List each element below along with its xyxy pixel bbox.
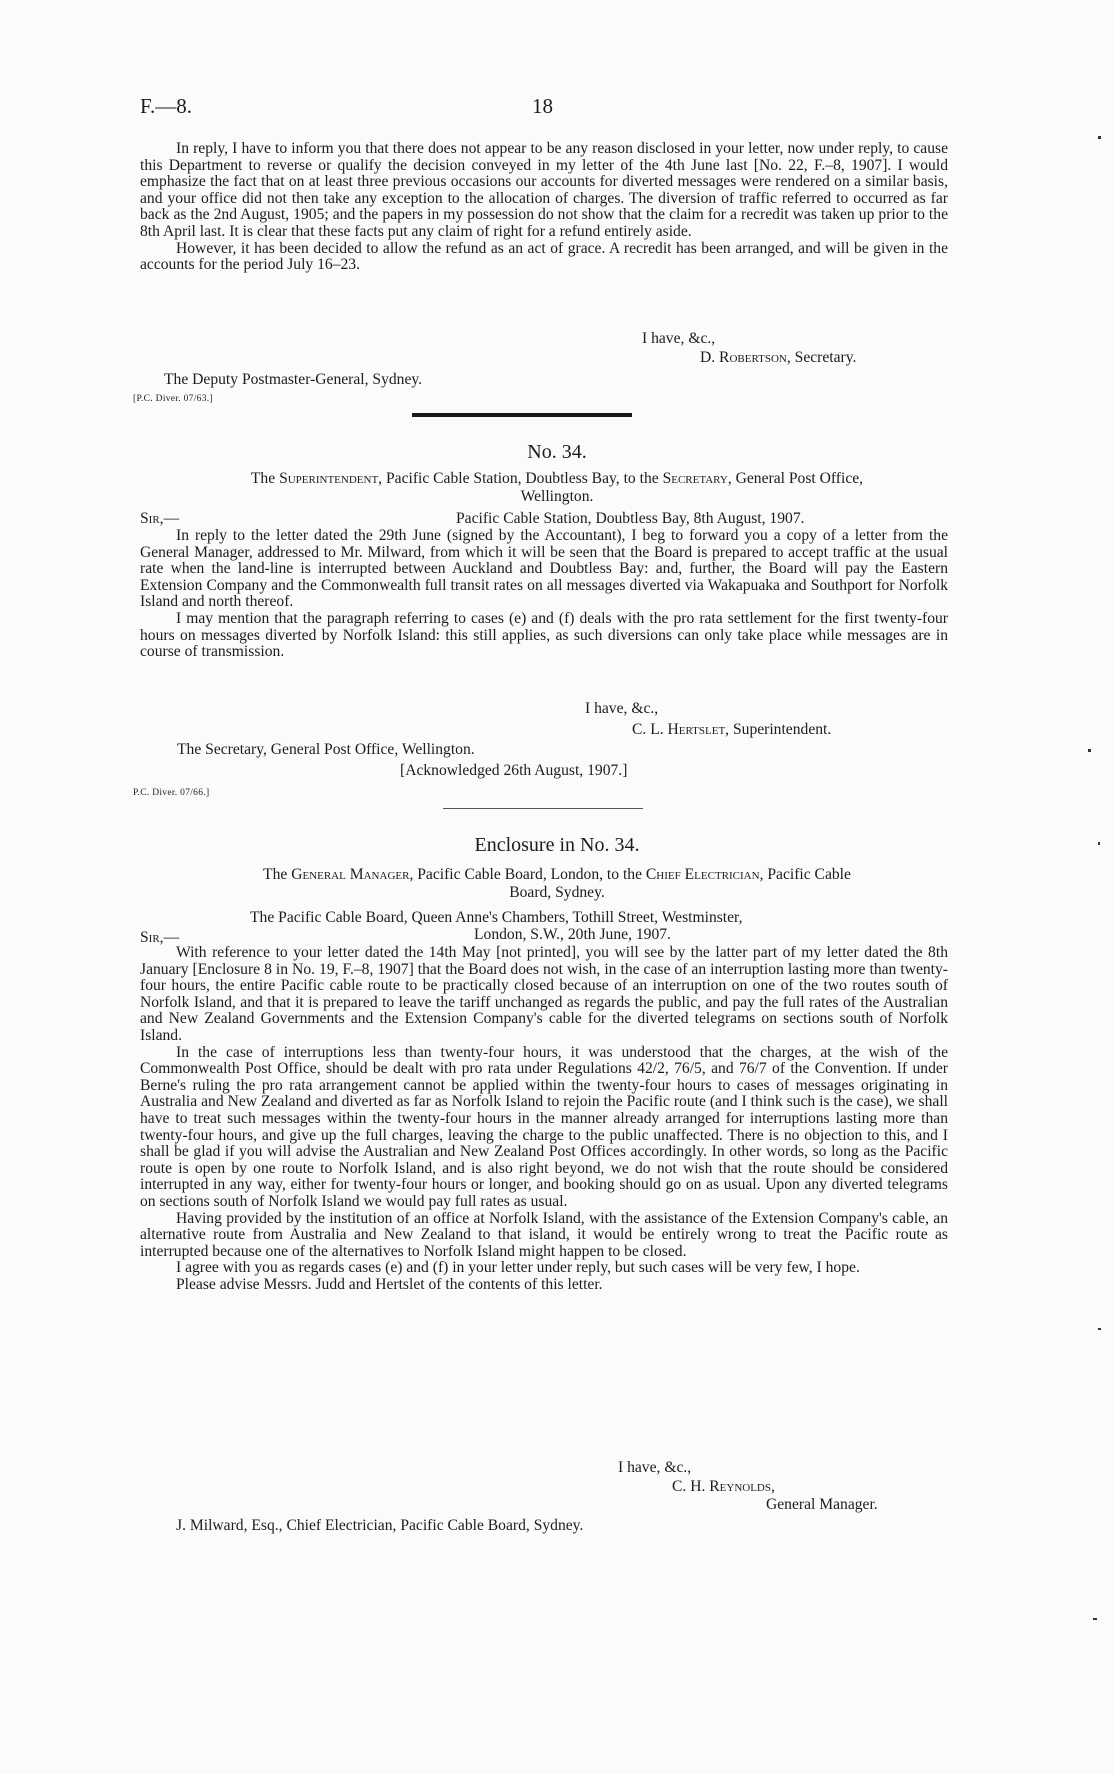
margin-speck: [1093, 1618, 1097, 1620]
no34-salutation: Sir,—: [140, 510, 180, 527]
enclosure-from-role: General Manager: [291, 866, 410, 883]
letter33-body: [140, 141, 948, 274]
letter33-signature-title: , Secretary.: [786, 349, 857, 366]
enclosure-to-suffix: , Pacific Cable: [759, 866, 851, 883]
enclosure-heading: Enclosure in No. 34.: [474, 834, 640, 856]
no34-dateline: Pacific Cable Station, Doubtless Bay, 8th August, 1907.: [456, 510, 805, 527]
no34-paragraph-1: In reply to the letter dated the 29th June (signed by the Accountant), I beg to forward you a copy of a letter from the General Manager, addressed to Mr. Milward, from which it will be seen that the Board is prepared to accept traffic at the usual rate when the land-line is interrupted between Auckland and Doubtless Bay: and, further, the Board will pay the Eastern Extension Company and the Commonwealth full transit rates on all messages diverted via Wakapuaka and Southport for Norfolk Island and north thereof.: [140, 527, 948, 611]
enclosure-signature-title: General Manager.: [766, 1496, 878, 1513]
no34-heading: No. 34.: [527, 441, 587, 463]
enclosure-signature-suffix: ,: [771, 1478, 775, 1495]
letter33-paragraph-2: However, it has been decided to allow the refund as an act of grace. A recredit has been arranged, and will be given in the accounts for the period July 16–23.: [140, 239, 948, 274]
enclosure-from-line-2: Board, Sydney.: [509, 884, 605, 901]
section-divider-light: [443, 808, 643, 809]
margin-speck: [1088, 749, 1091, 752]
enclosure-closing: I have, &c.,: [618, 1459, 692, 1476]
no34-to-suffix: , General Post Office,: [727, 470, 864, 487]
no34-reference: P.C. Diver. 07/66.]: [133, 788, 210, 798]
enclosure-address-line-2: London, S.W., 20th June, 1907.: [474, 926, 671, 943]
enclosure-address-line-1: The Pacific Cable Board, Queen Anne's Chambers, Tothill Street, Westminster,: [250, 909, 743, 926]
enclosure-signature: [672, 1479, 775, 1496]
no34-addressee: The Secretary, General Post Office, Wellington.: [177, 741, 475, 758]
letter33-paragraph-1: In reply, I have to inform you that there does not appear to be any reason disclosed in your letter, now under reply, to cause this Department to reverse or qualify the decision conveyed in my letter of the 4th June last [No. 22, F.–8, 1907]. I would emphasize the fact that on at least three previous occasions our accounts for diverted messages were rendered on a similar basis, and your office did not then take any exception to the allocation of charges. The diversion of traffic referred to occurred as far back as the 2nd August, 1905; and the papers in my possession do not show that the claim for a recredit was taken up prior to the 8th April last. It is clear that these facts put any claim of right for a refund entirely aside.: [140, 140, 948, 240]
no34-signature: [632, 722, 831, 739]
enclosure-signature-name: C. H. Reynolds: [672, 1478, 771, 1495]
no34-closing: I have, &c.,: [585, 700, 659, 717]
no34-from-middle: , Pacific Cable Station, Doubtless Bay, to the: [378, 470, 663, 487]
no34-from-line: [0, 471, 1114, 488]
enclosure-paragraph-4: I agree with you as regards cases (e) and (f) in your letter under reply, but such cases will be very few, I hope.: [176, 1259, 860, 1277]
enclosure-from-middle: , Pacific Cable Board, London, to the: [409, 866, 646, 883]
enclosure-body: [140, 945, 948, 1293]
enclosure-paragraph-2: In the case of interruptions less than twenty-four hours, it was understood that the charges, at the wish of the Commonwealth Post Office, should be dealt with pro rata under Regulations 42/2, 76/5, and 76/7 of the Convention. If under Berne's ruling the pro rata arrangement cannot be applied within the twenty-four hours to cases of messages originating in Australia and New Zealand and diverted as far as Norfolk Island to rejoin the Pacific route (and I think such is the case), we shall have to treat such messages within the twenty-four hours in the manner already arranged for interruptions lasting more than twenty-four hours, and give up the full charges, leaving the charge to the public unaffected. There is no objection to this, and I shall be glad if you will advise the Australian and New Zealand Post Offices accordingly. In other words, so long as the Pacific route is open by one route to Norfolk Island, and is also right beyond, we do not wish that the route should be considered interrupted in any way, either for twenty-four hours or longer, and booking should go on as usual. Upon any diverted telegrams on sections south of Norfolk Island we would pay full rates as usual.: [140, 1043, 948, 1210]
no34-signature-title: , Superintendent.: [725, 721, 832, 738]
letter33-reference: [P.C. Diver. 07/63.]: [133, 394, 213, 404]
enclosure-paragraph-1: With reference to your letter dated the 14th May [not printed], you will see by the latter part of my letter dated the 8th January [Enclosure 8 in No. 19, F.–8, 1907] that the Board does not wish, in the case of an interruption lasting more than twenty-four hours, the entire Pacific cable route to be practically closed because of an interruption on one of the two routes south of Norfolk Island, and that it is prepared to leave the tariff unchanged as regards the public, and pay the full rates of the Australian and New Zealand Governments and the Extension Company's cable for the diverted telegrams on sections south of Norfolk Island.: [140, 944, 948, 1044]
no34-from-prefix: The: [250, 470, 280, 487]
enclosure-paragraph-3: Having provided by the institution of an office at Norfolk Island, with the assistance of the Extension Company's cable, an alternative route from Australia and New Zealand to that island, it would be entirely wrong to treat the Pacific route as interrupted because one of the alternatives to Norfolk Island might happen to be closed.: [140, 1209, 948, 1260]
no34-from-role: Superintendent: [279, 470, 379, 487]
margin-speck: [1098, 1328, 1101, 1330]
enclosure-from-line: [0, 867, 1114, 884]
letter33-addressee: The Deputy Postmaster-General, Sydney.: [164, 371, 423, 388]
margin-speck: [1098, 136, 1101, 139]
enclosure-from-prefix: The: [263, 866, 292, 883]
page-number: 18: [532, 94, 553, 118]
margin-speck: [1098, 842, 1100, 845]
no34-paragraph-2: I may mention that the paragraph referring to cases (e) and (f) deals with the pro rata settlement for the first twenty-four hours on messages diverted by Norfolk Island: this still applies, as such diversions can only take place while messages are in course of transmission.: [140, 609, 948, 661]
enclosure-addressee: J. Milward, Esq., Chief Electrician, Pacific Cable Board, Sydney.: [176, 1517, 584, 1534]
enclosure-paragraph-5: Please advise Messrs. Judd and Hertslet of the contents of this letter.: [176, 1275, 603, 1293]
enclosure-salutation: Sir,—: [140, 929, 180, 946]
no34-to-role: Secretary: [662, 470, 728, 487]
no34-body: [140, 528, 948, 661]
section-divider-heavy: [412, 413, 632, 417]
letter33-signature-name: D. Robertson: [700, 349, 787, 366]
no34-from-line-2: Wellington.: [520, 488, 594, 505]
enclosure-to-role: Chief Electrician: [645, 866, 760, 883]
page-series-label: F.—8.: [140, 94, 192, 118]
no34-acknowledged: [Acknowledged 26th August, 1907.]: [400, 762, 628, 779]
no34-signature-name: C. L. Hertslet: [632, 721, 726, 738]
letter33-signature: [700, 350, 856, 367]
letter33-closing: I have, &c.,: [642, 330, 716, 347]
